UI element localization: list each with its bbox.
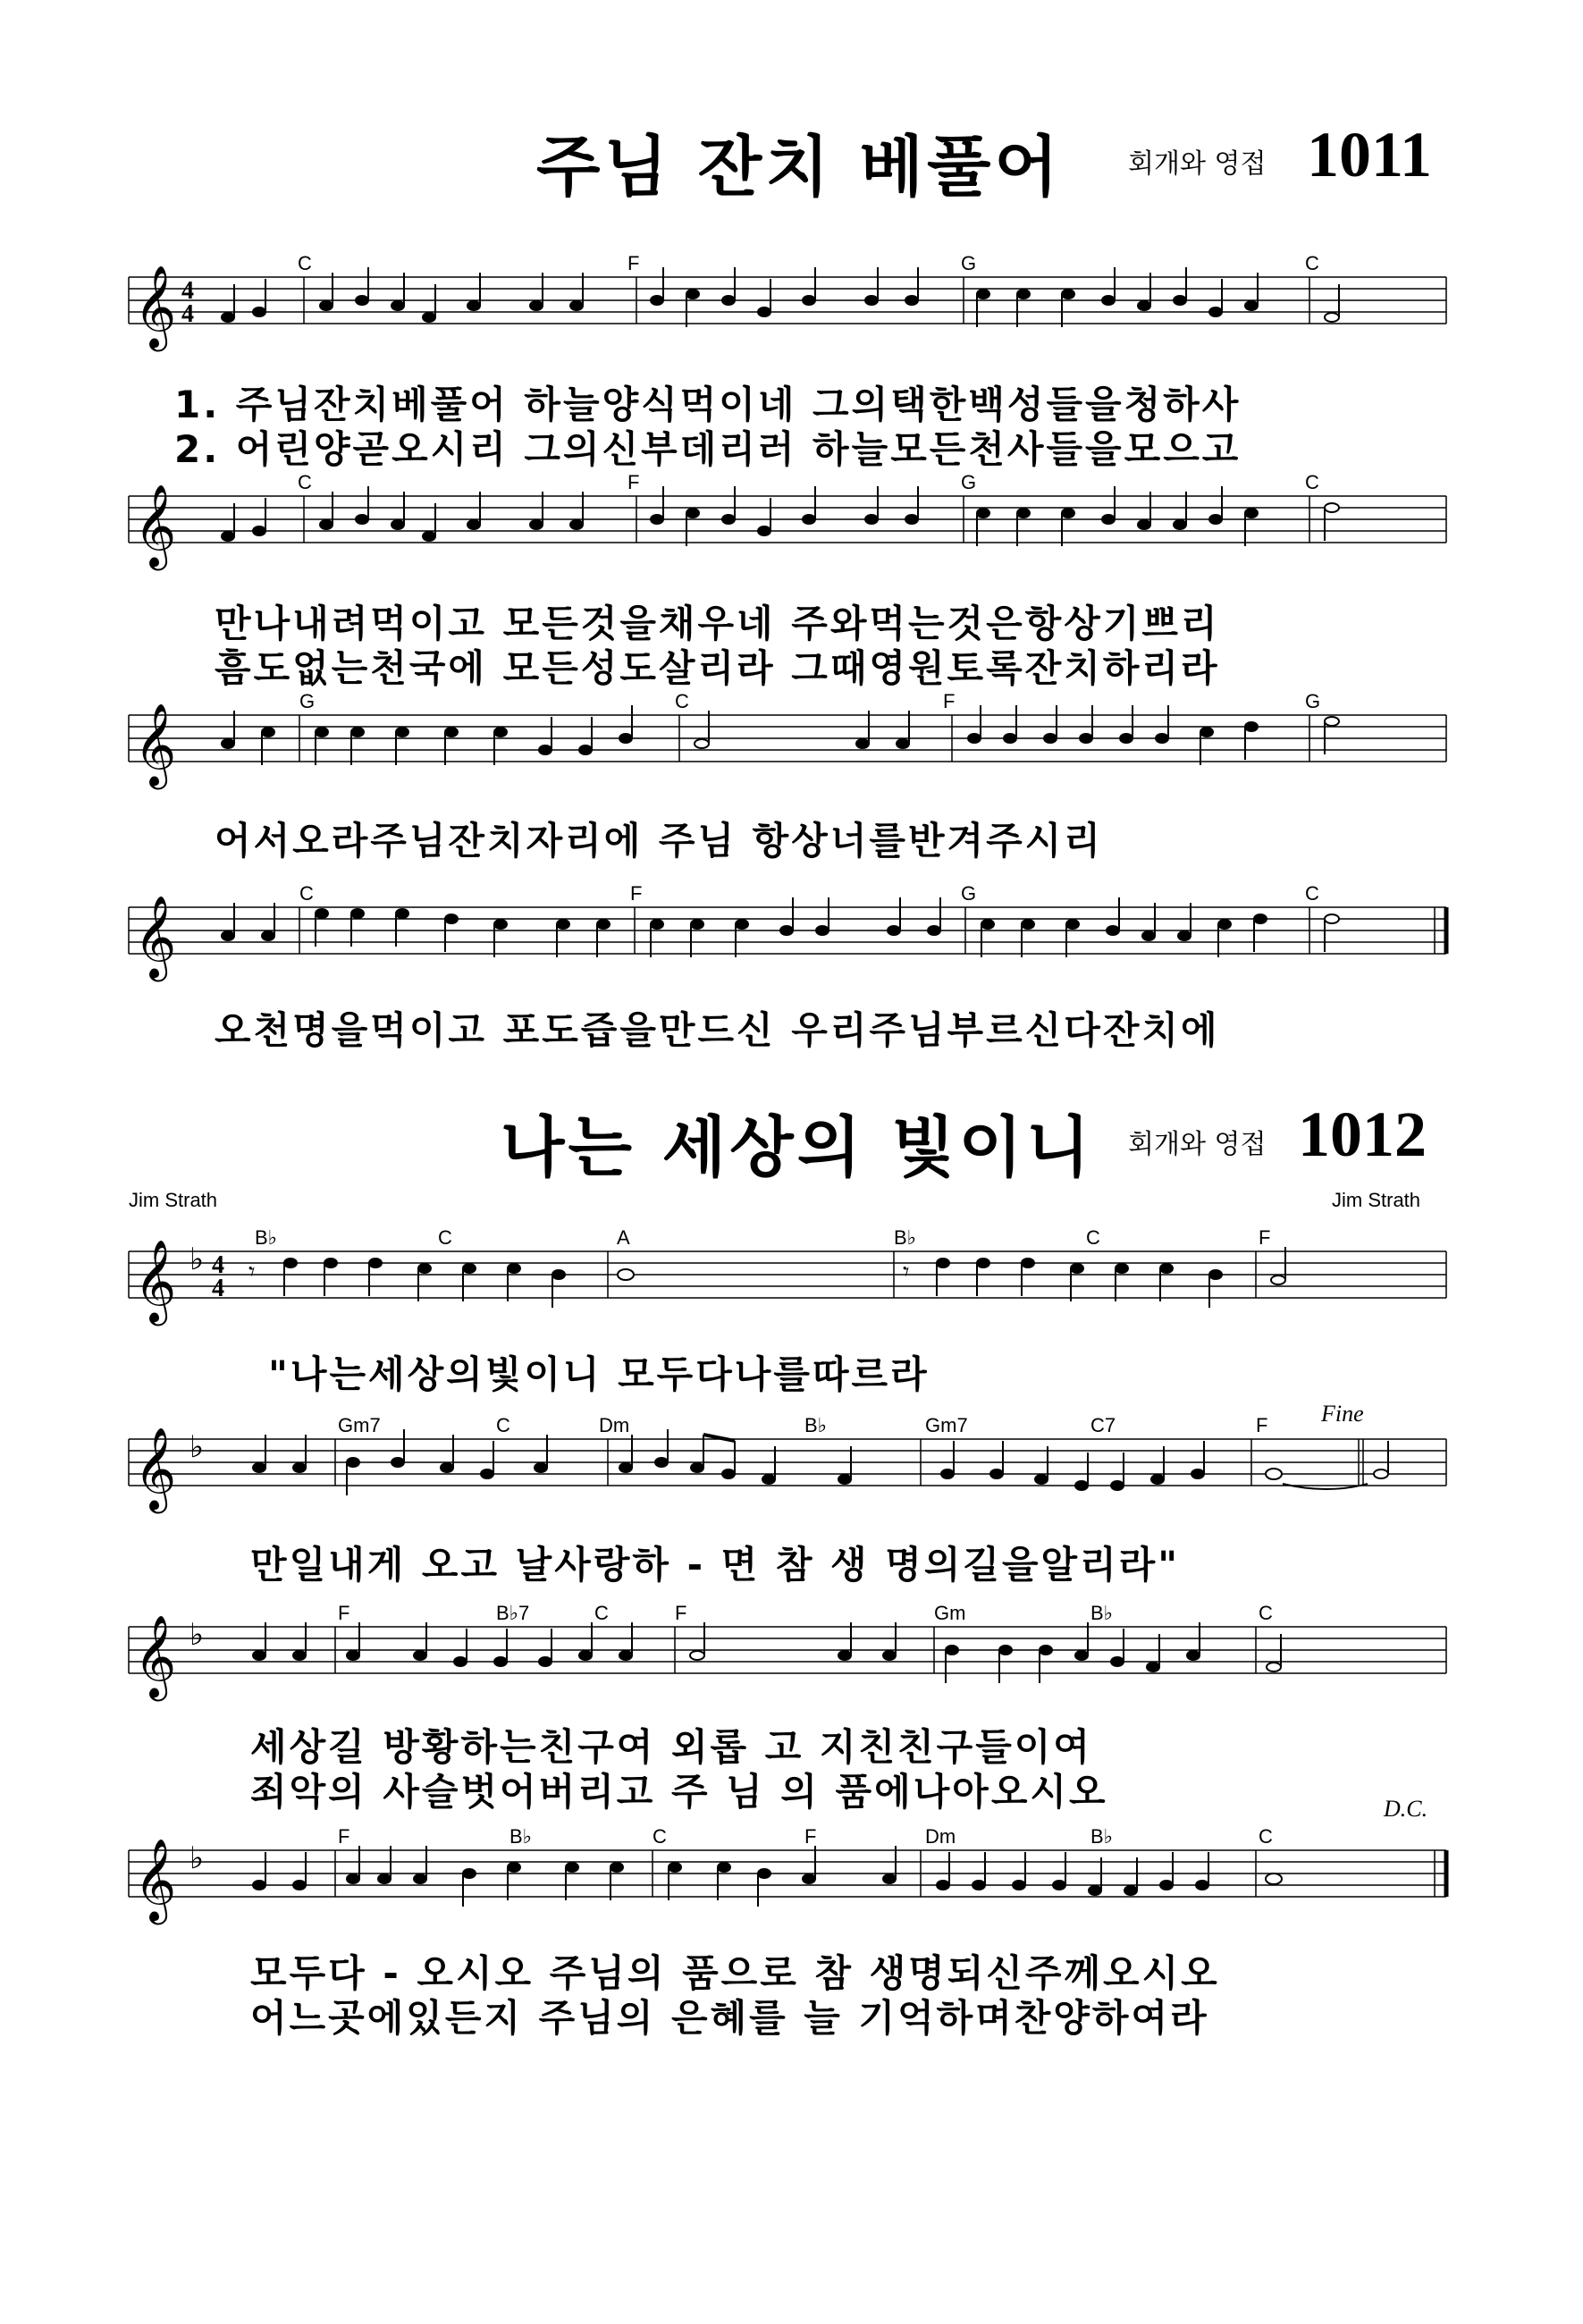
lyric-line: 흠도없는천국에 모든성도살리라 그때영원토록잔치하리라 <box>215 646 1220 690</box>
chord-symbol: F <box>1256 1414 1268 1436</box>
lyricist-credit: Jim Strath <box>129 1189 218 1211</box>
chord-symbol: C <box>298 471 312 493</box>
flat-key-signature-icon: ♭ <box>189 1840 205 1876</box>
staff-system <box>0 688 1583 796</box>
rest-icon: 𝄾 <box>248 1257 256 1286</box>
chord-symbol: F <box>675 1602 687 1624</box>
note-group <box>222 897 1339 957</box>
chord-symbol: A <box>617 1226 630 1249</box>
chord-symbol: B♭ <box>1090 1602 1114 1624</box>
hymn-1011-title: 주님 잔치 베풀어 <box>536 129 1062 206</box>
rest-icon: 𝄾 <box>903 1257 910 1286</box>
dc-marking: D.C. <box>1384 1796 1428 1822</box>
chord-symbol: C <box>1305 252 1319 274</box>
chord-symbol: G <box>299 690 316 712</box>
composer-credit: Jim Strath <box>1332 1189 1421 1211</box>
flat-key-signature-icon: ♭ <box>189 1429 205 1465</box>
chord-symbol: B♭ <box>894 1226 917 1249</box>
chord-symbol: B♭ <box>255 1226 278 1249</box>
lyric-line: 오천명을먹이고 포도즙을만드신 우리주님부르신다잔치에 <box>215 1008 1220 1052</box>
treble-clef-icon: 𝄞 <box>134 895 177 978</box>
lyric-line: 어느곳에있든지 주님의 은혜를 늘 기억하며찬양하여라 <box>250 1996 1209 2040</box>
chord-symbol: B♭7 <box>496 1602 530 1624</box>
lyric-line: 1. 주님잔치베풀어 하늘양식먹이네 그의택한백성들을청하사 <box>174 383 1242 426</box>
staff-system <box>0 1225 1583 1332</box>
lyric-line: 죄악의 사슬벗어버리고 주 님 의 품에나아오시오 <box>250 1770 1108 1814</box>
chord-symbol: C <box>496 1414 510 1436</box>
treble-clef-icon: 𝄞 <box>134 1838 177 1921</box>
time-signature-bottom: 4 <box>181 300 194 328</box>
treble-clef-icon: 𝄞 <box>134 1614 177 1697</box>
chord-symbol: F <box>804 1825 817 1848</box>
chord-symbol: C <box>1305 471 1319 493</box>
time-signature-bottom: 4 <box>212 1275 224 1302</box>
chord-symbol: Gm7 <box>925 1414 968 1436</box>
lyric-line: 세상길 방황하는친구여 외롭 고 지친친구들이여 <box>250 1725 1092 1769</box>
lyric-line: 모두다 - 오시오 주님의 품으로 참 생명되신주께오시오 <box>250 1951 1220 1995</box>
time-signature-top: 4 <box>181 277 194 305</box>
lyric-line: "나는세상의빛이니 모두다나를따르라 <box>268 1352 930 1396</box>
chord-symbol: G <box>961 471 977 493</box>
chord-symbol: Gm <box>934 1602 966 1624</box>
staff-system <box>0 1401 1583 1520</box>
note-group <box>222 705 1339 765</box>
chord-symbol: F <box>338 1825 350 1848</box>
hymn-1011-number: 1011 <box>1307 119 1433 190</box>
treble-clef-icon: 𝄞 <box>134 1239 177 1322</box>
note-group <box>248 1247 1285 1308</box>
chord-symbol: G <box>1305 690 1321 712</box>
note-group <box>222 267 1339 327</box>
chord-symbol: C <box>675 690 689 712</box>
lyric-line: 2. 어린양곧오시리 그의신부데리러 하늘모든천사들을모으고 <box>174 427 1242 471</box>
chord-symbol: Dm <box>599 1414 630 1436</box>
chord-symbol: G <box>961 882 977 905</box>
staff-system <box>0 1796 1583 1931</box>
chord-symbol: B♭ <box>509 1825 533 1848</box>
chord-symbol: Gm7 <box>338 1414 381 1436</box>
flat-key-signature-icon: ♭ <box>189 1617 205 1653</box>
chord-symbol: F <box>627 471 640 493</box>
lyric-line: 만나내려먹이고 모든것을채우네 주와먹는것은항상기쁘리 <box>215 602 1220 645</box>
chord-symbol: C <box>298 252 312 274</box>
chord-symbol: B♭ <box>804 1414 828 1436</box>
chord-symbol: C <box>1259 1825 1273 1848</box>
treble-clef-icon: 𝄞 <box>134 484 177 567</box>
chord-symbol: C <box>299 882 314 905</box>
note-group <box>253 1622 1281 1683</box>
chord-symbol: Dm <box>925 1825 956 1848</box>
note-group <box>253 1846 1282 1907</box>
flat-key-signature-icon: ♭ <box>189 1242 205 1277</box>
chord-symbol: F <box>338 1602 350 1624</box>
chord-symbol: C <box>1086 1226 1100 1249</box>
chord-symbol: C <box>1305 882 1319 905</box>
hymn-1012-category: 회개와 영접 <box>1128 1129 1267 1160</box>
chord-symbol: F <box>630 882 643 905</box>
chord-symbol: C <box>438 1226 452 1249</box>
lyric-line: 어서오라주님잔치자리에 주님 항상너를반겨주시리 <box>215 819 1103 863</box>
treble-clef-icon: 𝄞 <box>134 265 177 348</box>
staff-system <box>0 469 1583 577</box>
time-signature-top: 4 <box>212 1251 224 1279</box>
hymn-1011-category: 회개와 영접 <box>1128 148 1267 180</box>
chord-symbol: C <box>653 1825 667 1848</box>
chord-symbol: F <box>943 690 956 712</box>
chord-symbol: F <box>1259 1226 1271 1249</box>
chord-symbol: F <box>627 252 640 274</box>
treble-clef-icon: 𝄞 <box>134 1427 177 1510</box>
treble-clef-icon: 𝄞 <box>134 703 177 786</box>
chord-symbol: C <box>594 1602 609 1624</box>
fine-marking: Fine <box>1321 1401 1364 1427</box>
chord-symbol: G <box>961 252 977 274</box>
chord-symbol: B♭ <box>1090 1825 1114 1848</box>
staff-system <box>0 250 1583 358</box>
note-group <box>222 486 1339 546</box>
staff-system <box>0 1600 1583 1707</box>
hymn-1012-title: 나는 세상의 빛이니 <box>501 1109 1094 1186</box>
chord-symbol: C7 <box>1090 1414 1116 1436</box>
hymn-1012-number: 1012 <box>1298 1099 1427 1170</box>
lyric-line: 만일내게 오고 날사랑하 - 면 참 생 명의길을알리라" <box>250 1543 1181 1587</box>
staff-system <box>0 880 1583 988</box>
chord-symbol: C <box>1259 1602 1273 1624</box>
